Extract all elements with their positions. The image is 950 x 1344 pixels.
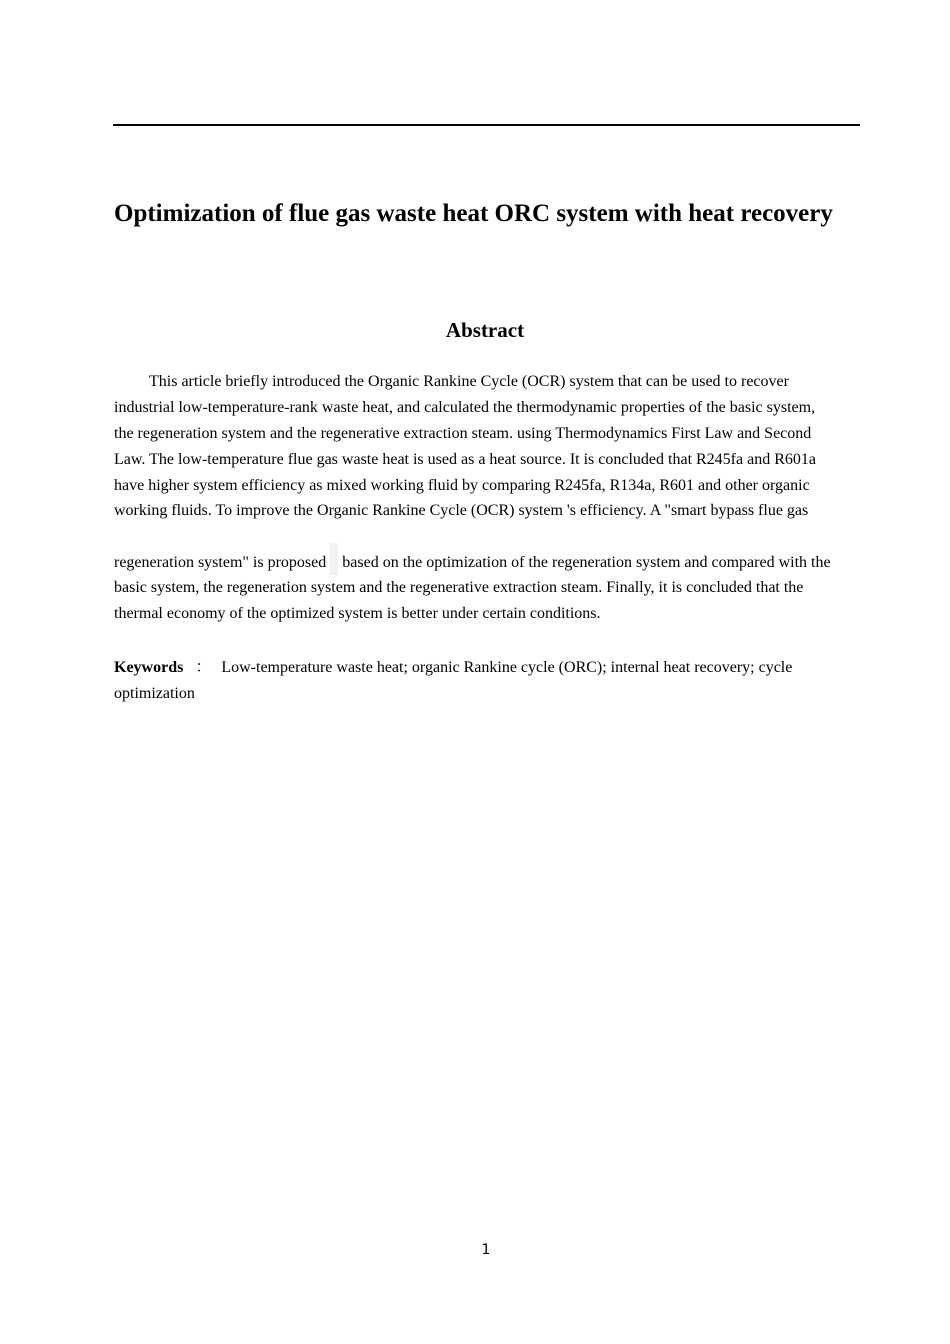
abstract-line: thermal economy of the optimized system is better under certain conditions. <box>114 605 601 622</box>
abstract-line: have higher system efficiency as mixed working fluid by comparing R245fa, R134a, R601 and other organic <box>114 477 810 494</box>
page-number: 1 <box>481 1242 491 1258</box>
abstract-line: Law. The low-temperature flue gas waste heat is used as a heat source. It is concluded that R245fa and R601a <box>114 451 816 468</box>
abstract-line: working fluids. To improve the Organic Rankine Cycle (OCR) system 's efficiency. A "smart bypass flue gas <box>114 502 809 519</box>
paper-title: Optimization of flue gas waste heat ORC system with heat recovery <box>114 200 833 227</box>
abstract-line-part: regeneration system" is proposed <box>114 554 327 571</box>
abstract-line <box>114 543 831 575</box>
abstract-line: industrial low-temperature-rank waste heat, and calculated the thermodynamic properties of the basic system, <box>114 399 816 416</box>
abstract-line: the regeneration system and the regenerative extraction steam. using Thermodynamics First Law and Second <box>114 425 812 442</box>
text-cursor-mark <box>330 543 338 575</box>
abstract-line: This article briefly introduced the Organic Rankine Cycle (OCR) system that can be used to recover <box>149 373 789 390</box>
abstract-line-part: based on the optimization of the regeneration system and compared with the <box>342 554 831 571</box>
header-rule <box>113 124 860 126</box>
keywords-colon: ： <box>195 659 212 676</box>
keywords <box>114 655 864 707</box>
keywords-text: Low-temperature waste heat; organic Rankine cycle (ORC); internal heat recovery; cycle optimization <box>114 659 793 702</box>
abstract-heading: Abstract <box>445 318 525 342</box>
keywords-label: Keywords <box>114 659 184 676</box>
abstract-line: basic system, the regeneration system and the regenerative extraction steam. Finally, it is concluded that the <box>114 579 804 596</box>
